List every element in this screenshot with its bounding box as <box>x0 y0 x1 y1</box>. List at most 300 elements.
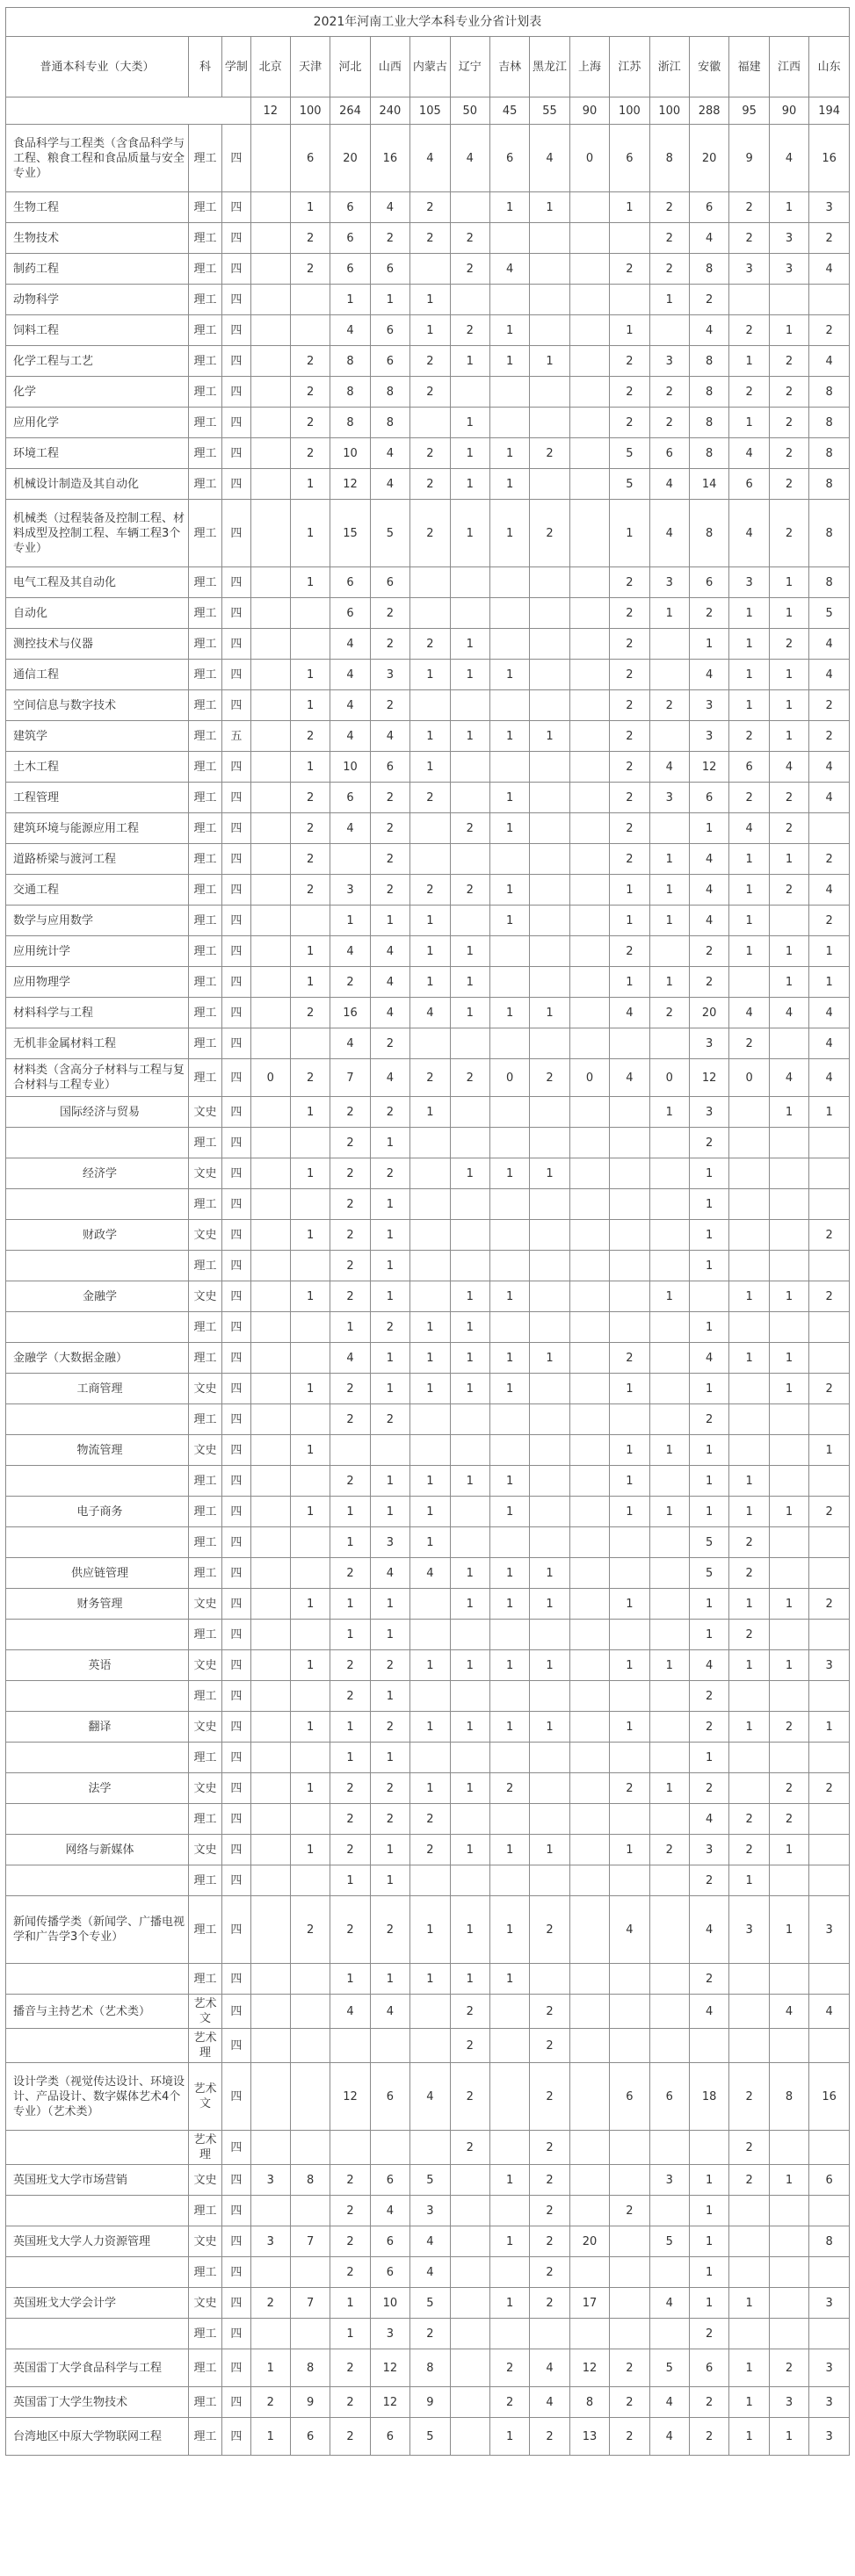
quota-cell: 6 <box>290 125 330 192</box>
quota-cell <box>370 2029 409 2063</box>
quota-cell <box>489 1189 529 1220</box>
quota-cell: 1 <box>729 2418 769 2456</box>
quota-cell: 1 <box>530 1650 569 1681</box>
quota-cell: 6 <box>729 469 769 500</box>
quota-cell: 1 <box>410 906 450 936</box>
quota-cell: 1 <box>689 1589 728 1620</box>
quota-cell: 8 <box>809 377 850 408</box>
quota-cell <box>330 1435 370 1466</box>
quota-cell: 2 <box>290 377 330 408</box>
quota-cell: 1 <box>689 1497 728 1527</box>
quota-cell <box>450 2288 489 2319</box>
quota-cell: 1 <box>410 660 450 690</box>
major-cell: 新闻传播学类（新闻学、广播电视学和广告学3个专业） <box>6 1896 189 1964</box>
quota-cell <box>410 1128 450 1158</box>
quota-cell <box>689 1281 728 1312</box>
quota-cell: 2 <box>330 1404 370 1435</box>
quota-cell <box>689 2029 728 2063</box>
quota-cell <box>410 1220 450 1251</box>
quota-cell: 4 <box>410 2257 450 2288</box>
quota-cell: 6 <box>330 598 370 629</box>
major-cell: 工程管理 <box>6 783 189 813</box>
quota-cell: 3 <box>649 346 689 377</box>
quota-cell <box>729 1964 769 1995</box>
province-total: 288 <box>689 97 728 125</box>
quota-cell: 1 <box>290 1281 330 1312</box>
quota-cell: 1 <box>769 1281 808 1312</box>
quota-cell: 2 <box>410 1059 450 1097</box>
quota-cell: 2 <box>689 1128 728 1158</box>
quota-cell: 2 <box>610 2387 649 2418</box>
quota-cell: 3 <box>250 2226 290 2257</box>
quota-cell: 2 <box>729 2131 769 2165</box>
quota-cell: 1 <box>489 1343 529 1374</box>
quota-cell: 4 <box>450 125 489 192</box>
table-row <box>6 936 850 967</box>
quota-cell: 1 <box>769 1835 808 1865</box>
quota-cell <box>250 1865 290 1896</box>
quota-cell: 1 <box>809 967 850 998</box>
quota-cell: 4 <box>689 1804 728 1835</box>
quota-cell: 2 <box>610 1773 649 1804</box>
quota-cell <box>250 690 290 721</box>
quota-cell <box>370 1435 409 1466</box>
quota-cell <box>489 1404 529 1435</box>
quota-cell <box>569 2131 609 2165</box>
province-header: 山西 <box>370 37 409 97</box>
major-cell <box>6 1804 189 1835</box>
quota-cell: 3 <box>689 1097 728 1128</box>
quota-cell: 7 <box>290 2226 330 2257</box>
quota-cell <box>649 1896 689 1964</box>
duration-cell: 四 <box>222 2063 250 2131</box>
quota-cell: 1 <box>410 1712 450 1743</box>
quota-cell: 1 <box>530 721 569 752</box>
quota-cell: 2 <box>610 752 649 783</box>
category-cell: 理工 <box>188 998 221 1028</box>
province-header: 江苏 <box>610 37 649 97</box>
quota-cell: 2 <box>450 875 489 906</box>
table-row <box>6 408 850 438</box>
quota-cell: 8 <box>689 254 728 285</box>
major-cell <box>6 1527 189 1558</box>
table-row <box>6 2165 850 2196</box>
quota-cell <box>489 629 529 660</box>
quota-cell: 3 <box>689 690 728 721</box>
quota-cell <box>489 2029 529 2063</box>
quota-cell <box>610 1097 649 1128</box>
quota-cell <box>649 1964 689 1995</box>
quota-cell: 2 <box>610 721 649 752</box>
quota-cell <box>489 1804 529 1835</box>
province-total: 45 <box>489 97 529 125</box>
quota-cell: 1 <box>489 906 529 936</box>
quota-cell <box>250 721 290 752</box>
province-total: 95 <box>729 97 769 125</box>
quota-cell: 2 <box>330 1896 370 1964</box>
quota-cell <box>569 1128 609 1158</box>
category-cell: 理工 <box>188 1466 221 1497</box>
province-total: 100 <box>610 97 649 125</box>
table-row <box>6 1189 850 1220</box>
quota-cell: 4 <box>689 906 728 936</box>
quota-cell: 8 <box>809 438 850 469</box>
table-row <box>6 500 850 567</box>
quota-cell <box>729 2226 769 2257</box>
quota-cell: 1 <box>689 1189 728 1220</box>
quota-cell <box>250 1589 290 1620</box>
quota-cell <box>410 1251 450 1281</box>
province-header: 福建 <box>729 37 769 97</box>
quota-cell <box>649 2257 689 2288</box>
quota-cell: 2 <box>489 2387 529 2418</box>
quota-cell: 8 <box>410 2349 450 2387</box>
quota-cell: 1 <box>330 1743 370 1773</box>
quota-cell: 1 <box>250 2418 290 2456</box>
table-row <box>6 813 850 844</box>
quota-cell <box>809 1189 850 1220</box>
quota-cell: 1 <box>450 998 489 1028</box>
quota-cell: 1 <box>489 1374 529 1404</box>
quota-cell <box>569 1404 609 1435</box>
major-cell: 网络与新媒体 <box>6 1835 189 1865</box>
quota-cell: 2 <box>530 500 569 567</box>
quota-cell: 2 <box>729 192 769 223</box>
quota-cell: 1 <box>450 936 489 967</box>
quota-cell: 2 <box>689 1865 728 1896</box>
category-cell: 理工 <box>188 1865 221 1896</box>
quota-cell: 1 <box>410 285 450 315</box>
duration-cell: 四 <box>222 1995 250 2029</box>
quota-cell <box>250 408 290 438</box>
major-cell: 电子商务 <box>6 1497 189 1527</box>
quota-cell: 2 <box>530 2029 569 2063</box>
table-row <box>6 2349 850 2387</box>
quota-cell: 1 <box>769 660 808 690</box>
quota-cell: 6 <box>649 2063 689 2131</box>
table-row <box>6 192 850 223</box>
major-cell: 金融学（大数据金融） <box>6 1343 189 1374</box>
major-cell: 建筑学 <box>6 721 189 752</box>
duration-cell: 四 <box>222 1964 250 1995</box>
quota-cell: 1 <box>290 1712 330 1743</box>
quota-cell <box>250 1681 290 1712</box>
quota-cell <box>530 1964 569 1995</box>
province-header: 天津 <box>290 37 330 97</box>
quota-cell: 4 <box>330 1995 370 2029</box>
quota-cell: 1 <box>649 285 689 315</box>
duration-cell: 四 <box>222 1773 250 1804</box>
quota-cell: 4 <box>370 1558 409 1589</box>
quota-cell <box>649 2131 689 2165</box>
province-header: 江西 <box>769 37 808 97</box>
quota-cell: 1 <box>489 813 529 844</box>
quota-cell <box>450 1743 489 1773</box>
major-cell <box>6 2029 189 2063</box>
major-cell <box>6 2319 189 2349</box>
quota-cell: 6 <box>649 438 689 469</box>
province-total: 12 <box>250 97 290 125</box>
quota-cell: 1 <box>769 1343 808 1374</box>
quota-cell <box>530 906 569 936</box>
quota-cell: 1 <box>450 660 489 690</box>
quota-cell <box>569 936 609 967</box>
category-cell: 理工 <box>188 1404 221 1435</box>
quota-cell: 1 <box>729 1865 769 1896</box>
quota-cell <box>769 906 808 936</box>
quota-cell: 2 <box>290 875 330 906</box>
quota-cell <box>569 346 609 377</box>
quota-cell <box>569 1281 609 1312</box>
quota-cell: 1 <box>330 1964 370 1995</box>
quota-cell: 2 <box>729 1620 769 1650</box>
quota-cell <box>569 1343 609 1374</box>
quota-cell <box>250 1650 290 1681</box>
major-cell: 生物技术 <box>6 223 189 254</box>
quota-cell <box>489 377 529 408</box>
quota-cell <box>290 1189 330 1220</box>
quota-cell: 8 <box>649 125 689 192</box>
quota-cell: 1 <box>489 875 529 906</box>
major-cell <box>6 1189 189 1220</box>
major-cell: 道路桥梁与渡河工程 <box>6 844 189 875</box>
quota-cell: 2 <box>370 1804 409 1835</box>
quota-cell: 2 <box>410 223 450 254</box>
quota-cell: 1 <box>450 469 489 500</box>
quota-cell: 1 <box>729 875 769 906</box>
quota-cell <box>569 2029 609 2063</box>
quota-cell <box>569 1028 609 1059</box>
quota-cell <box>410 1281 450 1312</box>
quota-cell: 4 <box>809 783 850 813</box>
quota-cell: 1 <box>689 1220 728 1251</box>
quota-cell: 1 <box>649 967 689 998</box>
quota-cell: 1 <box>290 1650 330 1681</box>
major-cell: 电气工程及其自动化 <box>6 567 189 598</box>
major-cell: 供应链管理 <box>6 1558 189 1589</box>
quota-cell: 1 <box>489 1558 529 1589</box>
quota-cell <box>290 315 330 346</box>
quota-cell: 1 <box>610 500 649 567</box>
quota-cell: 6 <box>290 2418 330 2456</box>
quota-cell: 2 <box>729 377 769 408</box>
major-cell <box>6 1964 189 1995</box>
quota-cell: 1 <box>290 690 330 721</box>
duration-cell: 四 <box>222 2226 250 2257</box>
category-cell: 文史 <box>188 1374 221 1404</box>
quota-cell <box>250 567 290 598</box>
quota-cell: 2 <box>769 500 808 567</box>
quota-cell <box>610 2131 649 2165</box>
quota-cell <box>809 1681 850 1712</box>
quota-cell: 2 <box>290 254 330 285</box>
duration-cell: 四 <box>222 1743 250 1773</box>
duration-cell: 四 <box>222 1835 250 1865</box>
category-cell: 理工 <box>188 690 221 721</box>
quota-cell: 1 <box>370 1220 409 1251</box>
quota-cell <box>410 690 450 721</box>
category-cell: 理工 <box>188 1964 221 1995</box>
quota-cell <box>809 1404 850 1435</box>
quota-cell <box>530 315 569 346</box>
quota-cell: 2 <box>610 629 649 660</box>
category-header: 科 <box>188 37 221 97</box>
quota-cell: 1 <box>450 1558 489 1589</box>
quota-cell: 1 <box>370 1620 409 1650</box>
quota-cell: 1 <box>729 2288 769 2319</box>
quota-cell: 1 <box>450 1374 489 1404</box>
quota-cell: 12 <box>569 2349 609 2387</box>
quota-cell: 9 <box>729 125 769 192</box>
category-cell: 理工 <box>188 844 221 875</box>
quota-cell: 15 <box>330 500 370 567</box>
quota-cell <box>610 1312 649 1343</box>
quota-cell <box>290 2029 330 2063</box>
quota-cell <box>250 125 290 192</box>
quota-cell <box>290 1681 330 1712</box>
quota-cell: 8 <box>290 2165 330 2196</box>
quota-cell: 1 <box>489 783 529 813</box>
quota-cell: 2 <box>330 1189 370 1220</box>
table-row <box>6 2131 850 2165</box>
quota-cell <box>610 1995 649 2029</box>
quota-cell: 1 <box>610 1835 649 1865</box>
quota-cell: 1 <box>689 1158 728 1189</box>
table-row <box>6 875 850 906</box>
category-cell: 理工 <box>188 967 221 998</box>
quota-cell <box>410 844 450 875</box>
major-cell: 自动化 <box>6 598 189 629</box>
quota-cell <box>530 1743 569 1773</box>
quota-cell <box>610 1804 649 1835</box>
quota-cell: 1 <box>530 1343 569 1374</box>
quota-cell <box>769 1128 808 1158</box>
quota-cell: 1 <box>769 567 808 598</box>
quota-cell: 1 <box>489 1650 529 1681</box>
quota-cell: 4 <box>330 629 370 660</box>
major-cell: 法学 <box>6 1773 189 1804</box>
quota-cell: 12 <box>330 2063 370 2131</box>
quota-cell <box>610 2288 649 2319</box>
quota-cell: 6 <box>729 752 769 783</box>
quota-cell: 2 <box>370 690 409 721</box>
quota-cell: 1 <box>610 1466 649 1497</box>
major-cell: 机械设计制造及其自动化 <box>6 469 189 500</box>
quota-cell: 6 <box>330 783 370 813</box>
category-cell: 文史 <box>188 1281 221 1312</box>
quota-cell <box>569 690 609 721</box>
quota-cell <box>250 2029 290 2063</box>
table-row <box>6 1435 850 1466</box>
quota-cell <box>489 2319 529 2349</box>
quota-cell <box>769 1865 808 1896</box>
quota-cell: 1 <box>290 469 330 500</box>
quota-cell: 6 <box>370 2257 409 2288</box>
quota-cell: 4 <box>809 998 850 1028</box>
quota-cell <box>769 1466 808 1497</box>
quota-cell: 2 <box>729 2063 769 2131</box>
major-cell: 机械类（过程装备及控制工程、材料成型及控制工程、车辆工程3个专业） <box>6 500 189 567</box>
quota-cell: 2 <box>610 2418 649 2456</box>
quota-cell: 8 <box>290 2349 330 2387</box>
quota-cell: 2 <box>290 346 330 377</box>
quota-cell: 4 <box>330 690 370 721</box>
quota-cell: 2 <box>410 783 450 813</box>
quota-cell <box>290 1028 330 1059</box>
quota-cell <box>569 598 609 629</box>
quota-cell: 1 <box>610 1712 649 1743</box>
major-cell: 材料类（含高分子材料与工程与复合材料与工程专业） <box>6 1059 189 1097</box>
quota-cell <box>489 936 529 967</box>
quota-cell <box>809 1835 850 1865</box>
quota-cell: 2 <box>370 1097 409 1128</box>
table-row <box>6 1743 850 1773</box>
quota-cell <box>649 1158 689 1189</box>
quota-cell <box>649 1251 689 1281</box>
quota-cell <box>530 1681 569 1712</box>
quota-cell: 2 <box>330 2349 370 2387</box>
quota-cell: 2 <box>290 438 330 469</box>
quota-cell: 0 <box>569 125 609 192</box>
quota-cell: 16 <box>809 2063 850 2131</box>
category-cell: 理工 <box>188 1312 221 1343</box>
major-cell: 国际经济与贸易 <box>6 1097 189 1128</box>
quota-cell <box>530 783 569 813</box>
quota-cell: 1 <box>610 1589 649 1620</box>
quota-cell <box>530 844 569 875</box>
quota-cell: 1 <box>410 721 450 752</box>
quota-cell: 2 <box>530 2196 569 2226</box>
quota-cell: 1 <box>530 1158 569 1189</box>
quota-cell <box>450 377 489 408</box>
quota-cell: 3 <box>769 223 808 254</box>
quota-cell: 4 <box>809 346 850 377</box>
quota-cell: 6 <box>370 2063 409 2131</box>
province-total: 264 <box>330 97 370 125</box>
quota-cell: 3 <box>649 783 689 813</box>
quota-cell <box>649 629 689 660</box>
quota-cell: 3 <box>769 2387 808 2418</box>
category-cell: 文史 <box>188 1220 221 1251</box>
quota-cell <box>769 2288 808 2319</box>
quota-cell <box>410 1865 450 1896</box>
quota-cell: 1 <box>769 598 808 629</box>
quota-cell: 1 <box>370 1374 409 1404</box>
major-cell: 英国班戈大学会计学 <box>6 2288 189 2319</box>
category-cell: 理工 <box>188 567 221 598</box>
category-cell: 理工 <box>188 1743 221 1773</box>
quota-cell: 2 <box>290 223 330 254</box>
quota-cell: 2 <box>330 1158 370 1189</box>
major-cell: 财务管理 <box>6 1589 189 1620</box>
quota-cell <box>809 2319 850 2349</box>
quota-cell: 1 <box>610 315 649 346</box>
quota-cell: 1 <box>729 408 769 438</box>
quota-cell: 2 <box>410 469 450 500</box>
quota-cell: 4 <box>649 500 689 567</box>
quota-cell: 12 <box>330 469 370 500</box>
quota-cell: 4 <box>410 998 450 1028</box>
quota-cell: 1 <box>610 1650 649 1681</box>
quota-cell: 2 <box>370 1896 409 1964</box>
quota-cell <box>450 1404 489 1435</box>
quota-cell <box>569 844 609 875</box>
quota-cell: 1 <box>330 1865 370 1896</box>
quota-cell: 12 <box>689 1059 728 1097</box>
quota-cell: 2 <box>530 2165 569 2196</box>
quota-cell <box>530 598 569 629</box>
quota-cell: 1 <box>649 1435 689 1466</box>
